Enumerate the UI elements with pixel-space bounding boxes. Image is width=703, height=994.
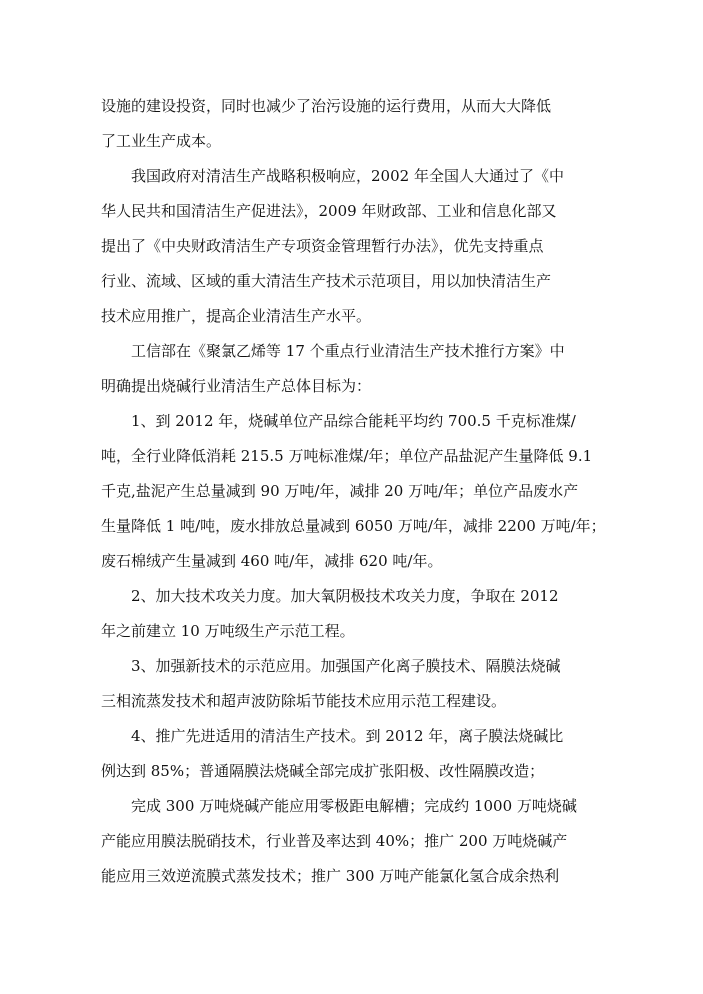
text-line-12: 千克,盐泥产生总量减到 90 万吨/年，减排 20 万吨/年；单位产品废水产 [101, 482, 579, 500]
text-line-8: 工信部在《聚氯乙烯等 17 个重点行业清洁生产技术推行方案》中 [131, 342, 565, 360]
text-line-5: 提出了《中央财政清洁生产专项资金管理暂行办法》，优先支持重点 [101, 237, 544, 255]
text-line-20: 例达到 85%；普通隔膜法烧碱全部完成扩张阳极、改性隔膜改造； [101, 762, 545, 780]
text-line-19: 4、推广先进适用的清洁生产技术。到 2012 年，离子膜法烧碱比 [131, 727, 564, 745]
text-line-22: 产能应用膜法脱硝技术，行业普及率达到 40%；推广 200 万吨烧碱产 [101, 832, 568, 850]
text-line-15: 2、加大技术攻关力度。加大氧阴极技术攻关力度，争取在 2012 [131, 587, 559, 605]
text-line-13: 生量降低 1 吨/吨，废水排放总量减到 6050 万吨/年，减排 2200 万吨/年； [101, 517, 606, 535]
text-line-17: 3、加强新技术的示范应用。加强国产化离子膜技术、隔膜法烧碱 [131, 657, 561, 675]
text-line-2: 了工业生产成本。 [101, 132, 222, 150]
text-line-23: 能应用三效逆流膜式蒸发技术；推广 300 万吨产能氯化氢合成余热利 [101, 867, 560, 885]
text-line-7: 技术应用推广，提高企业清洁生产水平。 [101, 307, 372, 325]
text-line-14: 废石棉绒产生量减到 460 吨/年，减排 620 吨/年。 [101, 552, 443, 570]
text-line-4: 华人民共和国清洁生产促进法》，2009 年财政部、工业和信息化部又 [101, 202, 557, 220]
text-line-11: 吨，全行业降低消耗 215.5 万吨标准煤/年；单位产品盐泥产生量降低 9.1 [101, 447, 593, 465]
text-line-9: 明确提出烧碱行业清洁生产总体目标为： [101, 377, 372, 395]
text-line-6: 行业、流域、区域的重大清洁生产技术示范项目，用以加快清洁生产 [101, 272, 552, 290]
text-line-16: 年之前建立 10 万吨级生产示范工程。 [101, 622, 355, 640]
text-line-10: 1、到 2012 年，烧碱单位产品综合能耗平均约 700.5 千克标准煤/ [131, 412, 576, 430]
text-line-21: 完成 300 万吨烧碱产能应用零极距电解槽；完成约 1000 万吨烧碱 [131, 797, 577, 815]
text-line-18: 三相流蒸发技术和超声波防除垢节能技术应用示范工程建设。 [101, 692, 507, 710]
text-line-1: 设施的建设投资，同时也减少了治污设施的运行费用，从而大大降低 [101, 97, 552, 115]
text-line-3: 我国政府对清洁生产战略积极响应，2002 年全国人大通过了《中 [131, 167, 564, 185]
